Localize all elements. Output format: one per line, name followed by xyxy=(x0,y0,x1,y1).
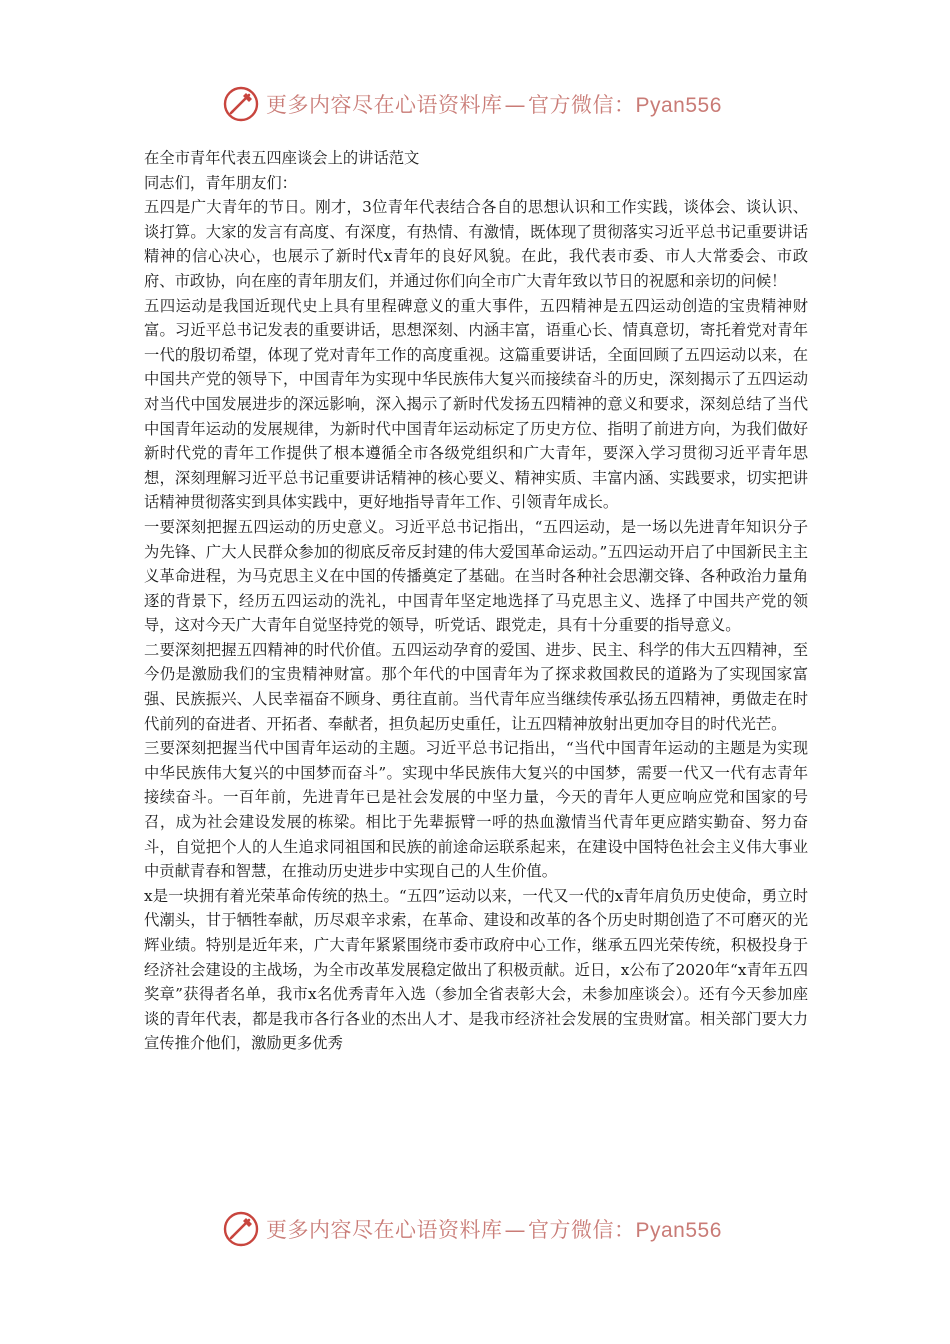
paragraph: 五四运动是我国近现代史上具有里程碑意义的重大事件，五四精神是五四运动创造的宝贵精神财富。习近平总书记发表的重要讲话，思想深刻、内涵丰富，语重心长、情真意切，寄托着党对青年一代的殷切希望，体现了党对青年工作的高度重视。这篇重要讲话，全面回顾了五四运动以来，在中国共产党的领导下，中国青年为实现中华民族伟大复兴而接续奋斗的历史，深刻揭示了五四运动对当代中国发展进步的深远影响，深入揭示了新时代发扬五四精神的意义和要求，深刻总结了当代中国青年运动的发展规律，为新时代中国青年运动标定了历史方位、指明了前进方向，为我们做好新时代党的青年工作提供了根本遵循全市各级党组织和广大青年，要深入学习贯彻习近平青年思想，深刻理解习近平总书记重要讲话精神的核心要义、精神实质、丰富内涵、实践要求，切实把讲话精神贯彻落实到具体实践中，更好地指导青年工作、引领青年成长。 xyxy=(144,296,808,512)
paragraph: 一要深刻把握五四运动的历史意义。习近平总书记指出，“五四运动，是一场以先进青年知识分子为先锋、广大人民群众参加的彻底反帝反封建的伟大爱国革命运动。”五四运动开启了中国新民主主义革命进程，为马克思主义在中国的传播奠定了基础。在当时各种社会思潮交锋、各种政治力量角逐的背景下，经历五四运动的洗礼，中国青年坚定地选择了马克思主义、选择了中国共产党的领导，这对今天广大青年自觉坚持党的领导，听党话、跟党走，具有十分重要的指导意义。 xyxy=(144,517,808,635)
pen-logo-icon xyxy=(222,85,260,123)
watermark-wechat-label: 官方微信： xyxy=(528,1218,636,1242)
watermark-separator: — xyxy=(504,93,526,117)
watermark-wechat-id: Pyan556 xyxy=(635,94,722,117)
document-greeting: 同志们，青年朋友们： xyxy=(144,173,297,192)
paragraph: x是一块拥有着光荣革命传统的热土。“五四”运动以来，一代又一代的x青年肩负历史使命，勇立时代潮头，甘于牺牲奉献，历尽艰辛求索，在革命、建设和改革的各个历史时期创造了不可磨灭的光辉业绩。特别是近年来，广大青年紧紧围绕市委市政府中心工作，继承五四光荣传统，积极投身于经济社会建设的主战场，为全市改革发展稳定做出了积极贡献。近日，x公布了2020年“x青年五四奖章”获得者名单，我市x名优秀青年入选（参加全省表彰大会，未参加座谈会）。还有今天参加座谈的青年代表，都是我市各行各业的杰出人才、是我市经济社会发展的宝贵财富。相关部门要大力宣传推介他们，激励更多优秀 xyxy=(144,886,808,1053)
watermark-separator: — xyxy=(504,1218,526,1242)
watermark-text xyxy=(266,89,722,119)
pen-logo-icon xyxy=(222,1210,260,1248)
watermark-main: 更多内容尽在心语资料库 xyxy=(266,93,503,117)
paragraph: 三要深刻把握当代中国青年运动的主题。习近平总书记指出，“当代中国青年运动的主题是为实现中华民族伟大复兴的中国梦而奋斗”。实现中华民族伟大复兴的中国梦，需要一代又一代有志青年接续奋斗。一百年前，先进青年已是社会发展的中坚力量，今天的青年人更应响应党和国家的号召，成为社会建设发展的栋梁。相比于先辈振臂一呼的热血激情当代青年更应踏实勤奋、努力奋斗，自觉把个人的人生追求同祖国和民族的前途命运联系起来，在建设中国特色社会主义伟大事业中贡献青春和智慧，在推动历史进步中实现自己的人生价值。 xyxy=(144,739,808,881)
paragraph: 二要深刻把握五四精神的时代价值。五四运动孕育的爱国、进步、民主、科学的伟大五四精神，至今仍是激励我们的宝贵精神财富。那个年代的中国青年为了探求救国救民的道路为了实现国家富强、民族振兴、人民幸福奋不顾身、勇往直前。当代青年应当继续传承弘扬五四精神，勇做走在时代前列的奋进者、开拓者、奉献者，担负起历史重任，让五四精神放射出更加夺目的时代光芒。 xyxy=(144,640,808,733)
paragraph: 五四是广大青年的节日。刚才，3位青年代表结合各自的思想认识和工作实践，谈体会、谈认识、谈打算。大家的发言有高度、有深度，有热情、有激情，既体现了贯彻落实习近平总书记重要讲话精神的信心决心，也展示了新时代x青年的良好风貌。在此，我代表市委、市人大常委会、市政府、市政协，向在座的青年朋友们，并通过你们向全市广大青年致以节日的祝愿和亲切的问候！ xyxy=(144,198,808,290)
header-watermark-banner xyxy=(222,82,742,126)
watermark-wechat-id: Pyan556 xyxy=(635,1219,722,1242)
document-body xyxy=(144,146,808,1056)
watermark-main: 更多内容尽在心语资料库 xyxy=(266,1218,503,1242)
watermark-text xyxy=(266,1214,722,1244)
footer-watermark-banner xyxy=(222,1207,742,1251)
watermark-wechat-label: 官方微信： xyxy=(528,93,636,117)
document-title: 在全市青年代表五四座谈会上的讲话范文 xyxy=(144,149,420,167)
